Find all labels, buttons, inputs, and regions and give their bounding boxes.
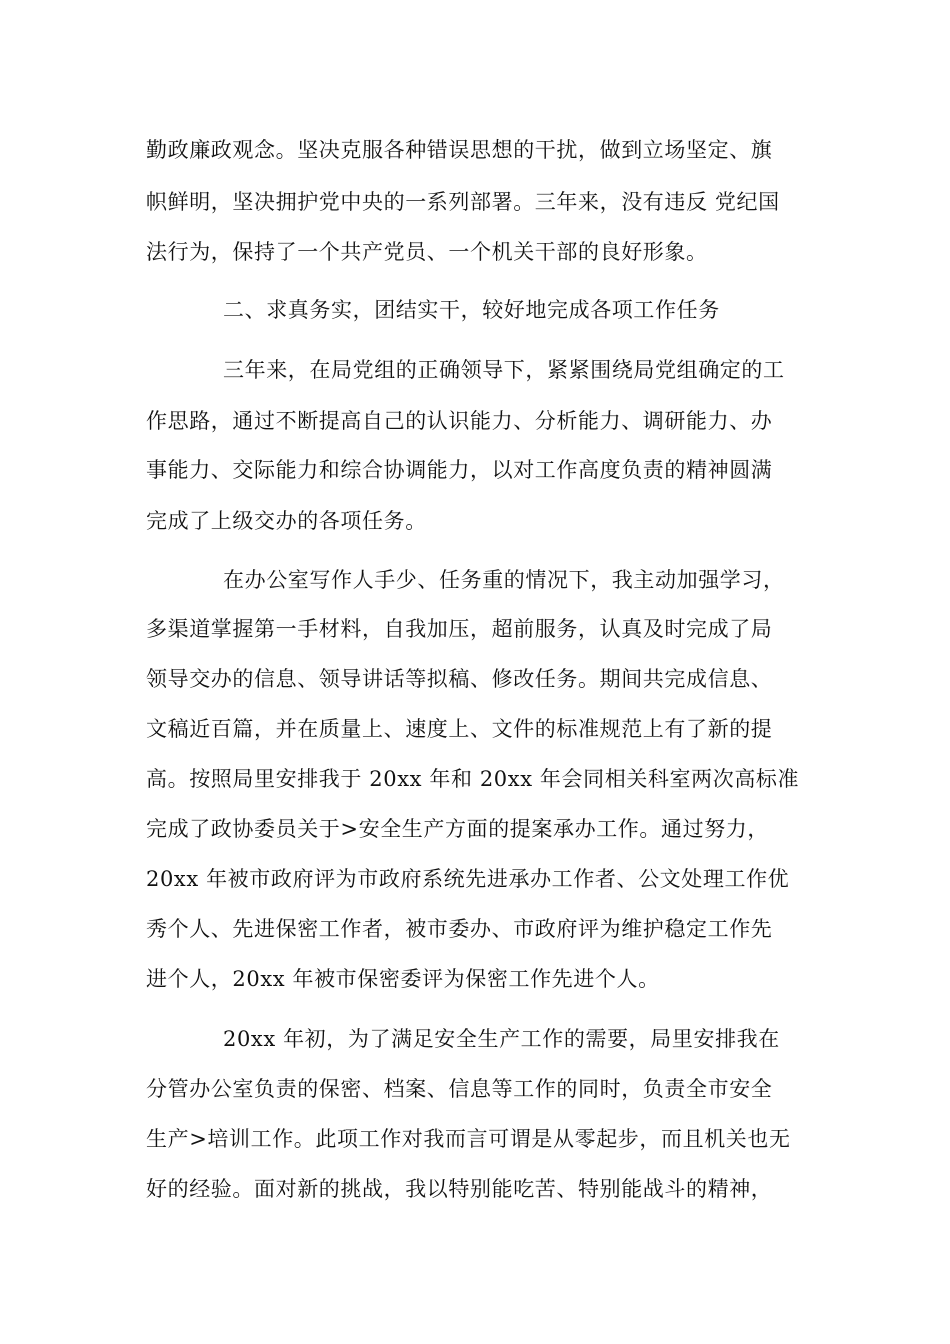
paragraph-2-line-1: 三年来，在局党组的正确领导下，紧紧围绕局党组确定的工	[223, 358, 785, 382]
paragraph-3-line-2: 多渠道掌握第一手材料，自我加压，超前服务，认真及时完成了局	[146, 617, 773, 641]
paragraph-2-line-3: 事能力、交际能力和综合协调能力，以对工作高度负责的精神圆满	[146, 458, 773, 482]
paragraph-3-line-3: 领导交办的信息、领导讲话等拟稿、修改任务。期间共完成信息、	[146, 667, 773, 691]
paragraph-2-line-2: 作思路，通过不断提高自己的认识能力、分析能力、调研能力、办	[146, 409, 773, 433]
paragraph-3-line-8: 秀个人、先进保密工作者，被市委办、市政府评为维护稳定工作先	[146, 917, 773, 941]
paragraph-4-line-1: 20xx 年初，为了满足安全生产工作的需要，局里安排我在	[223, 1027, 780, 1051]
paragraph-3-line-7: 20xx 年被市政府评为市政府系统先进承办工作者、公文处理工作优	[146, 867, 790, 891]
paragraph-4-line-3: 生产>培训工作。此项工作对我而言可谓是从零起步，而且机关也无	[146, 1127, 791, 1151]
paragraph-1-line-1: 勤政廉政观念。坚决克服各种错误思想的干扰，做到立场坚定、旗	[146, 138, 773, 162]
paragraph-4-line-4: 好的经验。面对新的挑战，我以特别能吃苦、特别能战斗的精神，	[146, 1177, 773, 1201]
paragraph-3-line-6: 完成了政协委员关于>安全生产方面的提案承办工作。通过努力，	[146, 817, 769, 841]
section-heading: 二、求真务实，团结实干，较好地完成各项工作任务	[223, 298, 720, 322]
paragraph-1-line-2: 帜鲜明，坚决拥护党中央的一系列部署。三年来，没有违反 党纪国	[146, 190, 780, 214]
paragraph-3-line-1: 在办公室写作人手少、任务重的情况下，我主动加强学习，	[223, 568, 785, 592]
paragraph-3-line-5: 高。按照局里安排我于 20xx 年和 20xx 年会同相关科室两次高标准	[146, 767, 800, 791]
paragraph-3-line-4: 文稿近百篇，并在质量上、速度上、文件的标准规范上有了新的提	[146, 717, 773, 741]
paragraph-1-line-3: 法行为，保持了一个共产党员、一个机关干部的良好形象。	[146, 240, 708, 264]
paragraph-4-line-2: 分管办公室负责的保密、档案、信息等工作的同时，负责全市安全	[146, 1077, 773, 1101]
paragraph-3-line-9: 进个人，20xx 年被市保密委评为保密工作先进个人。	[146, 967, 660, 991]
paragraph-2-line-4: 完成了上级交办的各项任务。	[146, 509, 427, 533]
